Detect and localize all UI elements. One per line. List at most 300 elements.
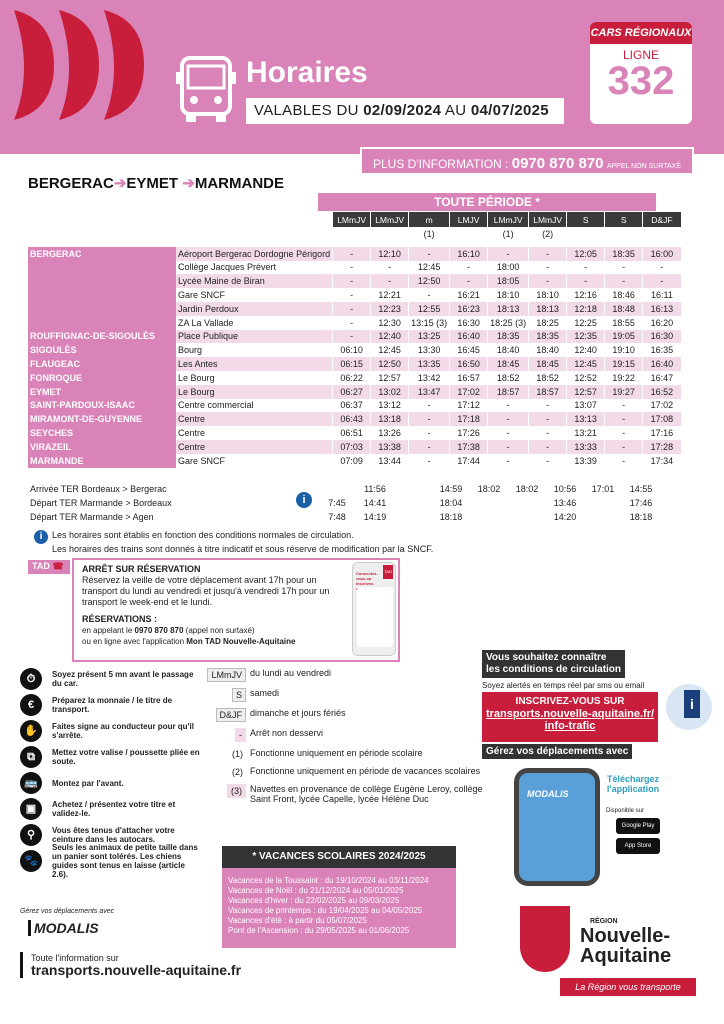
table-row — [28, 454, 681, 468]
holiday-line: Vacances de printemps : du 19/04/2025 au 04/05/2025 — [228, 906, 423, 915]
stop-name: Le Bourg — [178, 372, 215, 383]
rule-text: Faites signe au conducteur pour qu'il s'arrête. — [52, 722, 194, 740]
tad-app-prefix: ou en ligne avec l'application — [82, 637, 187, 646]
time-cell: - — [409, 426, 450, 440]
train-row — [28, 496, 660, 510]
stop-name: Jardin Perdoux — [176, 302, 333, 316]
town-name: MIRAMONT-DE-GUYENNE — [28, 412, 176, 426]
column-note — [333, 227, 371, 241]
time-cell: 18:55 — [605, 316, 643, 330]
train-time: 18:02 — [477, 484, 501, 494]
time-cell: 13:47 — [409, 385, 450, 399]
stop-name: Place Publique — [176, 330, 333, 344]
train-time: 18:04 — [439, 498, 463, 508]
time-cell: - — [409, 399, 450, 413]
time-cell: - — [488, 454, 529, 468]
stop-name: Lycée Maine de Biran — [176, 274, 333, 288]
column-header: LMmJV — [333, 212, 371, 227]
tad-res-phone[interactable]: 0970 870 870 — [134, 626, 184, 635]
rule-text: Soyez présent 5 mn avant le passage du car. — [52, 670, 194, 688]
legend-key — [200, 668, 250, 682]
time-cell: 13:33 — [567, 440, 605, 454]
tad-phone-text: Connectez-vous ou inscrivez- — [356, 571, 378, 586]
time-cell: 12:40 — [567, 343, 605, 357]
timetable — [28, 212, 681, 468]
notes-spacer — [176, 227, 333, 241]
tad-info-box — [72, 558, 400, 662]
time-cell: 12:18 — [567, 302, 605, 316]
stop-name: Collège Jacques Prévert — [178, 262, 277, 273]
stop-name: Le Bourg — [176, 385, 333, 399]
time-cell: 13:26 — [371, 426, 409, 440]
stop-name: Centre — [176, 412, 333, 426]
info-prefix: PLUS D'INFORMATION : — [372, 157, 512, 171]
rule-item — [20, 770, 200, 796]
tad-title: ARRÊT SUR RÉSERVATION — [82, 564, 201, 574]
time-cell: - — [529, 426, 567, 440]
table-row — [28, 343, 681, 357]
time-cell: 17:26 — [450, 426, 488, 440]
time-cell: 12:45 — [409, 261, 450, 275]
time-cell: 06:15 — [333, 357, 371, 371]
time-cell: 18:46 — [605, 288, 643, 302]
rule-text: Vous êtes tenus d'attacher votre ceinture dans les autocars. — [52, 826, 175, 844]
table-row — [28, 261, 681, 275]
time-cell: 13:21 — [567, 426, 605, 440]
brand-swoosh-logo — [14, 10, 154, 120]
stop-name: Gare SNCF — [178, 290, 226, 301]
tad-res-prefix: en appelant le — [82, 626, 135, 635]
time-cell: 12:21 — [371, 288, 409, 302]
legend-text: Fonctionne uniquement en période de vacances scolaires — [250, 766, 481, 776]
holiday-line: Pont de l'Ascension : du 29/05/2025 au 01/06/2025 — [228, 926, 410, 935]
available-on: Disponible sur — [606, 808, 645, 814]
time-cell: 16:45 — [450, 343, 488, 357]
time-cell: 16:00 — [643, 247, 681, 261]
rule-icon: ⧉ — [20, 746, 42, 768]
time-cell: - — [605, 274, 643, 288]
footer-line: Toute l'information sur — [31, 953, 119, 963]
region-logo — [520, 906, 696, 996]
time-cell: 16:11 — [643, 288, 681, 302]
stop-name: Centre commercial — [178, 400, 254, 411]
time-cell: 13:25 — [409, 330, 450, 344]
column-header: D&JF — [643, 212, 681, 227]
time-cell: - — [488, 412, 529, 426]
info-trafic-link[interactable] — [482, 692, 658, 742]
time-cell: 16:23 — [450, 302, 488, 316]
rule-text: Préparez la monnaie / le titre de transport. — [52, 696, 173, 714]
region-shield-icon — [520, 906, 570, 972]
time-cell: 17:28 — [643, 440, 681, 454]
column-note: (1) — [488, 227, 529, 241]
time-cell: - — [605, 454, 643, 468]
page-title: Horaires — [246, 56, 368, 89]
time-cell: 18:05 — [488, 274, 529, 288]
column-header: LMmJV — [371, 212, 409, 227]
stop-name: Bourg — [178, 345, 203, 356]
time-cell: - — [488, 440, 529, 454]
column-header: m — [409, 212, 450, 227]
legend-text: samedi — [250, 688, 280, 698]
legend-key-badge: (2) — [232, 767, 243, 777]
time-cell: 17:16 — [643, 426, 681, 440]
rule-item — [20, 796, 200, 822]
time-cell: 19:22 — [605, 371, 643, 385]
column-header: LMmJV — [488, 212, 529, 227]
train-time: 14:41 — [363, 498, 387, 508]
time-cell: 18:25 — [529, 316, 567, 330]
region-name-1: Nouvelle- — [580, 925, 671, 947]
region-label: RÉGION — [590, 918, 618, 925]
time-cell: - — [529, 440, 567, 454]
traffic-title-1: Vous souhaitez connaître — [486, 652, 607, 663]
town-name: SAINT-PARDOUX-ISAAC — [28, 399, 176, 413]
table-row — [28, 302, 681, 316]
table-row — [28, 440, 681, 454]
legend-key-badge: (1) — [232, 749, 243, 759]
town-name — [28, 302, 176, 316]
time-cell: 13:07 — [567, 399, 605, 413]
info-note: APPEL NON SURTAXÉ — [606, 163, 682, 170]
time-cell: 18:45 — [488, 357, 529, 371]
stop-name: Centre — [178, 428, 206, 439]
rule-icon: ▣ — [20, 798, 42, 820]
time-cell: - — [529, 274, 567, 288]
footer-url[interactable]: transports.nouvelle-aquitaine.fr — [31, 962, 242, 978]
train-time: 14:59 — [439, 484, 463, 494]
time-cell: 06:51 — [333, 426, 371, 440]
time-cell: 12:30 — [371, 316, 409, 330]
column-note — [605, 227, 643, 241]
time-cell: - — [643, 274, 681, 288]
time-cell: 17:12 — [450, 399, 488, 413]
time-cell: 16:40 — [450, 330, 488, 344]
tad-app-name[interactable]: Mon TAD Nouvelle-Aquitaine — [186, 637, 296, 646]
date-from: 02/09/2024 — [363, 102, 442, 119]
traffic-title — [482, 650, 625, 678]
google-play-button[interactable]: Google Play — [616, 818, 660, 834]
time-cell: 13:12 — [371, 399, 409, 413]
train-time — [318, 482, 356, 496]
period-header: TOUTE PÉRIODE * — [318, 193, 656, 211]
rule-icon: 🐾 — [20, 850, 42, 872]
time-cell: 18:35 — [605, 247, 643, 261]
region-tagline: La Région vous transporte — [560, 978, 696, 996]
train-label: Départ TER Marmande > Agen — [30, 512, 154, 522]
rule-text: Montez par l'avant. — [52, 778, 124, 788]
route-title — [28, 174, 284, 192]
time-cell: 12:05 — [567, 247, 605, 261]
time-cell: 13:18 — [371, 412, 409, 426]
tad-label — [28, 560, 70, 574]
town-name: SEYCHES — [28, 426, 176, 440]
time-cell: 13:38 — [371, 440, 409, 454]
time-cell: - — [450, 261, 488, 275]
header-spacer — [28, 212, 176, 227]
time-cell: 13:42 — [409, 371, 450, 385]
date-to: 04/07/2025 — [470, 102, 549, 119]
info-icon: i — [296, 492, 312, 508]
modalis-logo: MODALIS — [28, 920, 99, 936]
time-cell: 18:10 — [529, 288, 567, 302]
time-cell: 12:50 — [371, 357, 409, 371]
info-person-icon: i — [666, 684, 712, 730]
badge-ligne: LIGNE — [622, 48, 659, 62]
footer — [20, 952, 241, 978]
time-cell: - — [333, 274, 371, 288]
time-cell: 07:03 — [333, 440, 371, 454]
note-line-2: Les horaires des trains sont donnés à titre indicatif et sous réserve de modification par la SNCF. — [52, 544, 434, 554]
validity-prefix: VALABLES DU — [254, 102, 364, 119]
traffic-sub: Soyez alertés en temps réel par sms ou email — [482, 681, 645, 690]
time-cell: - — [409, 454, 450, 468]
town-name: EYMET — [28, 385, 176, 399]
modalis-app-name: MODALIS — [527, 789, 569, 799]
table-row — [28, 316, 681, 330]
time-cell: 18:13 — [529, 302, 567, 316]
column-header: S — [605, 212, 643, 227]
time-cell: 12:45 — [567, 357, 605, 371]
cta-line-1: INSCRIVEZ-VOUS SUR — [515, 696, 625, 707]
town-name — [28, 316, 176, 330]
town-name — [28, 274, 176, 288]
time-cell: 18:35 — [529, 330, 567, 344]
time-cell: - — [333, 247, 371, 261]
validity-mid: AU — [441, 102, 471, 119]
train-time — [508, 510, 546, 524]
time-cell: - — [605, 440, 643, 454]
time-cell: 19:27 — [605, 385, 643, 399]
time-cell: 13:39 — [567, 454, 605, 468]
time-cell: 13:35 — [409, 357, 450, 371]
legend-item — [200, 708, 490, 722]
table-row — [28, 371, 681, 385]
table-row — [28, 399, 681, 413]
holiday-line: Vacances de Noël : du 21/12/2024 au 05/01/2025 — [228, 886, 404, 895]
time-cell: - — [567, 261, 605, 275]
legend-item — [200, 668, 490, 682]
town-name: VIRAZEIL — [28, 440, 176, 454]
legend-key — [200, 728, 250, 742]
tad-label-text: TAD — [32, 561, 50, 571]
time-cell: 12:57 — [371, 371, 409, 385]
time-cell: - — [529, 261, 567, 275]
holidays-title: * VACANCES SCOLAIRES 2024/2025 — [222, 846, 456, 868]
traffic-alerts — [482, 650, 678, 690]
town-name — [28, 261, 176, 275]
town-name: FONROQUE — [28, 371, 176, 385]
time-cell: 06:22 — [333, 371, 371, 385]
time-cell: 17:34 — [643, 454, 681, 468]
train-time: 13:46 — [553, 498, 577, 508]
time-cell: - — [605, 426, 643, 440]
town-name: FLAUGEAC — [28, 357, 176, 371]
time-cell: 16:50 — [450, 357, 488, 371]
timetable-header-row — [28, 212, 681, 227]
train-time: 18:18 — [439, 512, 463, 522]
train-time: 14:20 — [553, 512, 577, 522]
time-cell: - — [409, 440, 450, 454]
time-cell: - — [529, 412, 567, 426]
time-cell: 19:05 — [605, 330, 643, 344]
stop-name: Aéroport Bergerac Dordogne Périgord — [176, 247, 333, 261]
time-cell: - — [605, 399, 643, 413]
time-cell: 16:35 — [643, 343, 681, 357]
town-name: BERGERAC — [28, 247, 176, 261]
time-cell: 12:10 — [371, 247, 409, 261]
tad-res-title: RÉSERVATIONS : — [82, 614, 158, 624]
time-cell: 16:21 — [450, 288, 488, 302]
route-destination: MARMANDE — [194, 175, 285, 192]
route-origin: BERGERAC — [28, 175, 114, 192]
stop-name: Centre — [176, 440, 333, 454]
train-time — [394, 510, 432, 524]
legend-key-badge: (3) — [227, 784, 246, 798]
table-row — [28, 247, 681, 261]
legend-text: Arrêt non desservi — [250, 728, 324, 738]
rule-item — [20, 666, 200, 692]
train-time: 7:45 — [328, 498, 346, 508]
time-cell: 12:25 — [567, 316, 605, 330]
legend-key — [200, 766, 250, 778]
time-cell: 18:57 — [488, 385, 529, 399]
rule-icon: ⚲ — [20, 824, 42, 846]
train-time — [584, 510, 622, 524]
time-cell: 18:52 — [488, 371, 529, 385]
train-time: 17:46 — [629, 498, 653, 508]
time-cell: 17:18 — [450, 412, 488, 426]
time-cell: - — [409, 288, 450, 302]
legend — [200, 668, 490, 810]
town-name — [28, 288, 176, 302]
arrow-icon: ➔ — [113, 175, 127, 192]
legend-text: Navettes en provenance de collège Eugène Leroy, collège Saint Front, lycée Capelle, lycée Hélène Duc — [250, 784, 483, 804]
rule-icon: € — [20, 694, 42, 716]
info-phone[interactable]: 0970 870 870 — [511, 155, 604, 172]
train-time: 14:19 — [363, 512, 387, 522]
time-cell: 06:10 — [333, 343, 371, 357]
time-cell: 06:43 — [333, 412, 371, 426]
time-cell: 18:52 — [529, 371, 567, 385]
badge-top: CARS RÉGIONAUX — [590, 22, 692, 44]
time-cell: 12:55 — [409, 302, 450, 316]
time-cell: - — [371, 274, 409, 288]
legend-text: du lundi au vendredi — [250, 668, 332, 678]
traffic-title-2: les conditions de circulation — [486, 664, 622, 675]
train-connections — [28, 482, 660, 524]
time-cell: 18:48 — [605, 302, 643, 316]
holiday-line: Vacances d'été : à partir du 05/07/2025 — [228, 916, 367, 925]
legend-item — [200, 748, 490, 760]
time-cell: 12:35 — [567, 330, 605, 344]
train-time: 10:56 — [553, 484, 577, 494]
legend-text: dimanche et jours fériés — [250, 708, 346, 718]
train-time — [584, 496, 622, 510]
time-cell: 13:44 — [371, 454, 409, 468]
rule-item — [20, 692, 200, 718]
time-cell: 07:09 — [333, 454, 371, 468]
time-cell: 12:57 — [567, 385, 605, 399]
town-name: MARMANDE — [28, 454, 176, 468]
legend-text: Fonctionne uniquement en période scolaire — [250, 748, 423, 758]
time-cell: 18:00 — [488, 261, 529, 275]
time-cell: - — [333, 316, 371, 330]
rule-item — [20, 843, 200, 879]
tad-res-suffix: (appel non surtaxé) — [183, 626, 255, 635]
train-time — [508, 496, 546, 510]
time-cell: - — [529, 247, 567, 261]
column-note — [371, 227, 409, 241]
legend-item — [200, 688, 490, 702]
train-time: 11:56 — [364, 484, 386, 494]
time-cell: 16:52 — [643, 385, 681, 399]
time-cell: 18:40 — [529, 343, 567, 357]
time-cell: 16:47 — [643, 371, 681, 385]
rule-icon: ⏱ — [20, 668, 42, 690]
route-via: EYMET — [126, 175, 179, 192]
time-cell: 13:02 — [371, 385, 409, 399]
tad-app-phone-image — [352, 562, 396, 656]
holiday-line: Vacances d'hiver : du 22/02/2025 au 09/03/2025 — [228, 896, 400, 905]
holiday-line: Vacances de la Toussaint : du 19/10/2024 au 03/11/2024 — [228, 876, 429, 885]
time-cell: 17:02 — [450, 385, 488, 399]
table-row — [28, 288, 681, 302]
rule-icon: ✋ — [20, 720, 42, 742]
line-badge — [590, 22, 692, 124]
time-cell: 12:52 — [567, 371, 605, 385]
time-cell: 12:40 — [371, 330, 409, 344]
column-header: LMJV — [450, 212, 488, 227]
app-store-button[interactable]: App Store — [616, 838, 660, 854]
time-cell: 16:30 — [643, 330, 681, 344]
tad-text: Réservez la veille de votre déplacement avant 17h pour un transport du lundi au vendredi et jusqu'à vendredi 17h pour un transport le week-end et le lundi. — [82, 575, 330, 607]
time-cell: 13:15 (3) — [409, 316, 450, 330]
table-row — [28, 357, 681, 371]
cta-line-2: transports.nouvelle-aquitaine.fr/ — [485, 708, 655, 720]
validity-period — [246, 98, 564, 124]
legend-item — [200, 784, 490, 804]
time-cell: 13:30 — [409, 343, 450, 357]
download-app-label: Téléchargez l'application — [606, 774, 660, 794]
legend-item — [200, 728, 490, 742]
train-row — [28, 482, 660, 496]
cta-line-3: info-trafic — [544, 720, 596, 732]
time-cell: - — [605, 261, 643, 275]
legend-key-badge: LMmJV — [207, 668, 246, 682]
rule-item — [20, 744, 200, 770]
time-cell: - — [450, 274, 488, 288]
info-bar — [360, 147, 694, 175]
train-time: 14:55 — [629, 484, 653, 494]
time-cell: 18:57 — [529, 385, 567, 399]
time-cell: 16:20 — [643, 316, 681, 330]
info-icon: i — [34, 530, 48, 544]
tad-phone-screen — [357, 587, 393, 647]
time-cell: 12:16 — [567, 288, 605, 302]
rule-text: Mettez votre valise / poussette pliée en soute. — [52, 748, 200, 766]
stop-name: Gare SNCF — [178, 455, 226, 466]
train-time — [394, 482, 432, 496]
legend-key — [200, 784, 250, 798]
manage-title: Gérez vos déplacements avec — [482, 744, 632, 759]
train-time: 7:48 — [328, 512, 346, 522]
legend-key — [200, 748, 250, 760]
line-number: 332 — [607, 59, 675, 103]
region-name-2: Aquitaine — [580, 945, 672, 967]
table-row — [28, 274, 681, 288]
header-spacer — [176, 212, 333, 227]
